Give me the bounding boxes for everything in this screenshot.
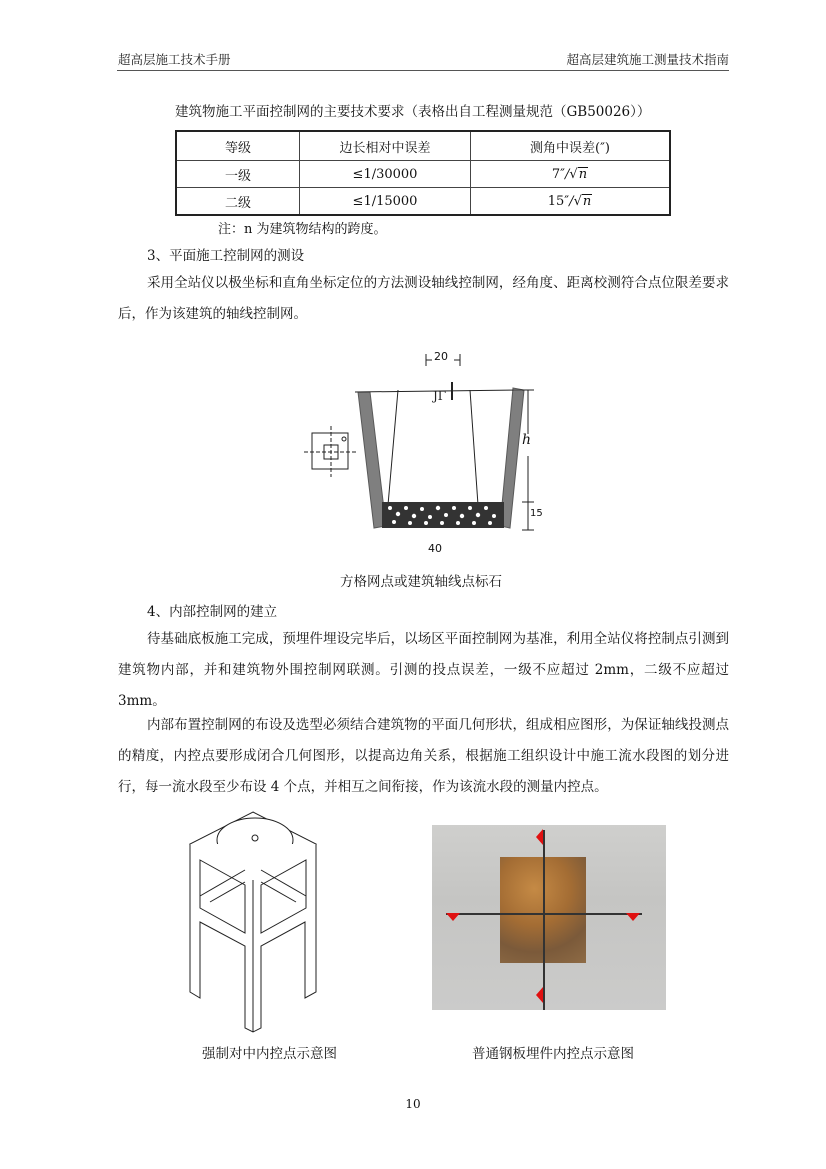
sqrt-icon: √: [569, 166, 578, 182]
section-3-heading: 3、平面施工控制网的测设: [147, 248, 305, 264]
angle-coefficient: 15″: [547, 193, 570, 209]
dim-base-height-label: 15: [530, 508, 543, 519]
table-note: 注：n 为建筑物结构的跨度。: [218, 222, 387, 237]
table-caption: 建筑物施工平面控制网的主要技术要求（表格出自工程测量规范（GB50026））: [175, 104, 651, 120]
gravel-fill-icon: [382, 502, 504, 528]
page-number: 10: [405, 1097, 421, 1111]
section-3-paragraph: 采用全站仪以极坐标和直角坐标定位的方法测设轴线控制网，经角度、距离校测符合点位限差要求后，作为该建筑的轴线控制网。: [118, 275, 729, 322]
plan-view-icon: [304, 426, 358, 477]
section-4-heading: 4、内部控制网的建立: [147, 604, 278, 620]
right-figure-caption: 普通钢板埋件内控点示意图: [472, 1046, 634, 1062]
dim-top-label: 20: [434, 350, 448, 363]
slash: /: [565, 166, 570, 182]
forced-centering-stand-diagram: [188, 810, 338, 1035]
marker-stone-diagram: [300, 340, 540, 540]
table-cell-side-error: ≤1/30000: [300, 161, 471, 188]
table-cell-side-error: ≤1/15000: [300, 188, 471, 216]
technical-requirements-table: [175, 130, 671, 216]
table-cell-grade: 一级: [176, 161, 300, 188]
steel-plate-marker-photo: [432, 825, 666, 1010]
sqrt-icon: √: [573, 193, 582, 209]
table-header-row: [176, 131, 670, 161]
header-right-title: 超高层建筑施工测量技术指南: [566, 52, 729, 67]
column-header: 等级: [176, 131, 300, 161]
table-row: [176, 188, 670, 216]
sqrt-operand: n: [582, 193, 592, 209]
sqrt-operand: n: [578, 166, 588, 182]
left-figure-caption: 强制对中内控点示意图: [202, 1046, 337, 1062]
dim-bottom-label: 40: [428, 542, 442, 555]
svg-text:JΓ: JΓ: [433, 389, 447, 403]
slash: /: [569, 193, 574, 209]
column-header: 边长相对中误差: [300, 131, 471, 161]
section-4-paragraph-2: 内部布置控制网的布设及选型必须结合建筑物的平面几何形状，组成相应图形，为保证轴线投测点的精度，内控点要形成闭合几何图形，以提高边角关系，根据施工组织设计中施工流水段图的划分进行，每一流水段至少布设 4 个点，并相互之间衔接，作为该流水段的测量内控点。: [118, 717, 729, 795]
red-marker-icons: [432, 825, 666, 1010]
dim-height-label: h: [522, 432, 532, 448]
table-cell-grade: 二级: [176, 188, 300, 216]
table-cell-angle-error: [471, 188, 671, 216]
header-divider: [117, 70, 729, 71]
header-left-title: 超高层施工技术手册: [118, 52, 231, 67]
table-cell-angle-error: [471, 161, 671, 188]
table-row: [176, 161, 670, 188]
section-4-paragraph-1: 待基础底板施工完成，预埋件埋设完毕后，以场区平面控制网为基准，利用全站仪将控制点引测到建筑物内部，并和建筑物外围控制网联测。引测的投点误差，一级不应超过 2mm，二级不应超过 3mm。: [118, 631, 729, 709]
figure-1-caption: 方格网点或建筑轴线点标石: [340, 574, 502, 590]
column-header: 测角中误差(″): [471, 131, 671, 161]
angle-coefficient: 7″: [551, 166, 566, 182]
